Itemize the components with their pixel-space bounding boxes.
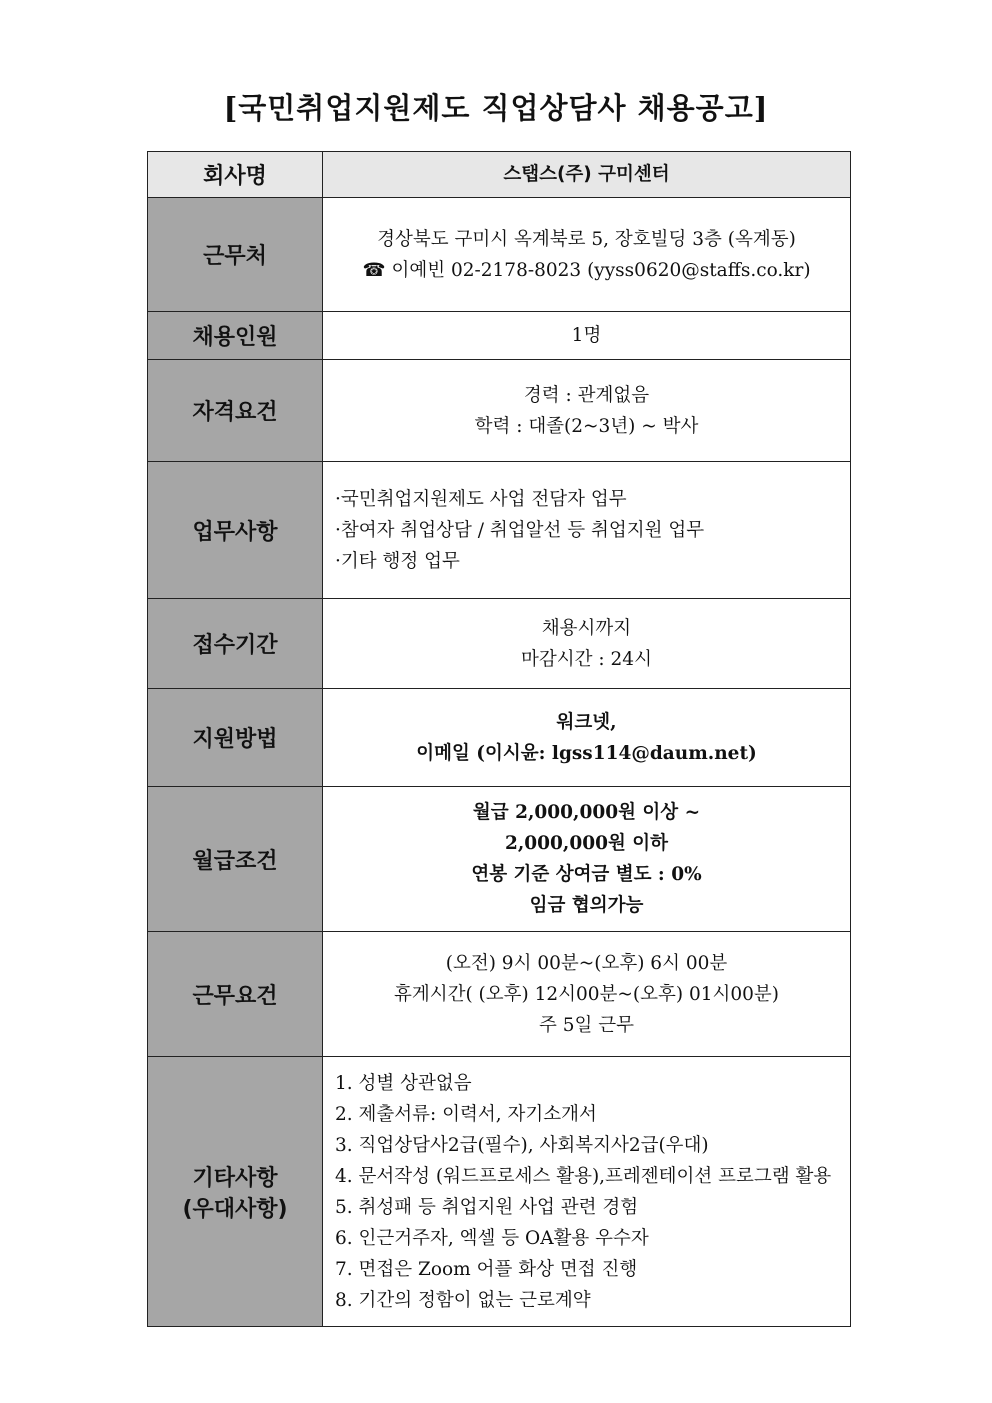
headcount-label: 채용인원 <box>148 312 323 360</box>
etc-item: 5. 취성패 등 취업지원 사업 관련 경험 <box>335 1196 639 1218</box>
etc-item: 2. 제출서류: 이력서, 자기소개서 <box>335 1103 597 1125</box>
etc-item: 8. 기간의 정함이 없는 근로계약 <box>335 1289 591 1311</box>
qualification-row <box>148 360 851 462</box>
salary-line: 월급 2,000,000원 이상 ~ <box>472 802 701 823</box>
hours-line: (오전) 9시 00분~(오후) 6시 00분 <box>445 952 728 974</box>
method-row <box>148 689 851 787</box>
workplace-row <box>148 198 851 312</box>
hours-row <box>148 932 851 1057</box>
qualification-label: 자격요건 <box>148 360 323 462</box>
etc-label-line1: 기타사항 <box>192 1165 278 1191</box>
qualification-career: 경력 : 관계없음 <box>523 384 650 406</box>
headcount-row <box>148 312 851 360</box>
duty-item: ·국민취업지원제도 사업 전담자 업무 <box>335 488 627 510</box>
qualification-cell <box>323 360 851 462</box>
salary-line: 2,000,000원 이하 <box>504 833 669 854</box>
headcount-value: 1명 <box>323 312 851 360</box>
etc-item: 6. 인근거주자, 엑셀 등 OA활용 우수자 <box>335 1227 649 1249</box>
notice-title: [국민취업지원제도 직업상담사 채용공고] <box>223 91 769 125</box>
etc-label-line2: (우대사항) <box>182 1196 288 1222</box>
salary-line: 임금 협의가능 <box>529 895 644 916</box>
etc-item: 3. 직업상담사2급(필수), 사회복지사2급(우대) <box>335 1134 709 1156</box>
company-label: 회사명 <box>148 152 323 198</box>
workplace-label: 근무처 <box>148 198 323 312</box>
etc-row <box>148 1057 851 1327</box>
qualification-education: 학력 : 대졸(2~3년) ~ 박사 <box>474 415 699 437</box>
duty-item: ·기타 행정 업무 <box>335 550 460 572</box>
workplace-address: 경상북도 구미시 옥계북로 5, 장호빌딩 3층 (옥계동) <box>377 228 796 250</box>
etc-item: 4. 문서작성 (워드프로세스 활용),프레젠테이션 프로그램 활용 <box>335 1165 832 1187</box>
workplace-cell <box>323 198 851 312</box>
workplace-contact: 이예빈 02-2178-8023 (yyss0620@staffs.co.kr) <box>391 259 811 281</box>
etc-cell <box>323 1057 851 1327</box>
job-posting-table <box>147 151 851 1327</box>
salary-cell <box>323 787 851 932</box>
salary-label: 월급조건 <box>148 787 323 932</box>
method-worknet: 워크넷, <box>556 711 617 733</box>
method-cell <box>323 689 851 787</box>
company-row <box>148 152 851 198</box>
period-until: 채용시까지 <box>541 617 632 639</box>
salary-line: 연봉 기준 상여금 별도 : 0% <box>471 864 702 885</box>
hours-label: 근무요건 <box>148 932 323 1057</box>
duty-item: ·참여자 취업상담 / 취업알선 등 취업지원 업무 <box>335 519 705 541</box>
company-name: 스탭스(주) 구미센터 <box>323 152 851 198</box>
duties-cell <box>323 462 851 599</box>
period-row <box>148 599 851 689</box>
method-email: 이메일 (이시윤: lgss114@daum.net) <box>416 742 757 764</box>
duties-label: 업무사항 <box>148 462 323 599</box>
duties-row <box>148 462 851 599</box>
period-deadline: 마감시간 : 24시 <box>521 648 652 670</box>
phone-icon: ☎ <box>362 259 386 281</box>
etc-item: 1. 성별 상관없음 <box>335 1072 472 1094</box>
hours-cell <box>323 932 851 1057</box>
hours-line: 주 5일 근무 <box>538 1014 635 1036</box>
period-cell <box>323 599 851 689</box>
workplace-contact-line <box>323 255 850 286</box>
etc-label <box>148 1057 323 1327</box>
hours-line: 휴게시간( (오후) 12시00분~(오후) 01시00분) <box>393 983 780 1005</box>
etc-item: 7. 면접은 Zoom 어플 화상 면접 진행 <box>335 1258 638 1280</box>
method-label: 지원방법 <box>148 689 323 787</box>
period-label: 접수기간 <box>148 599 323 689</box>
salary-row <box>148 787 851 932</box>
